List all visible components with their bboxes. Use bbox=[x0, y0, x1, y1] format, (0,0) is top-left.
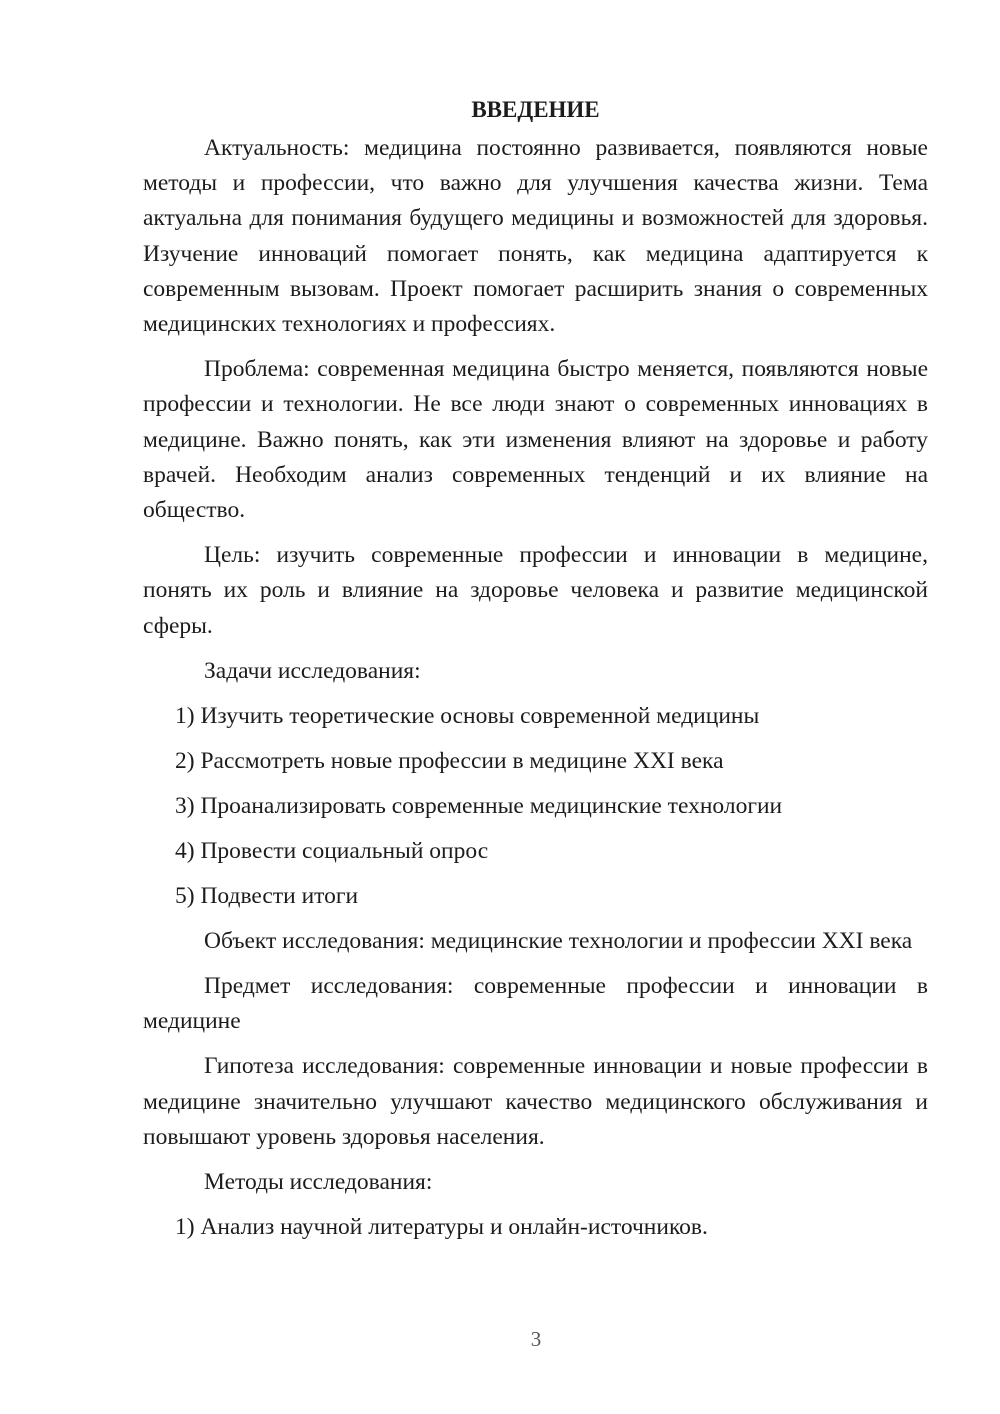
list-item-task-3: 3) Проанализировать современные медицинские технологии bbox=[175, 792, 783, 819]
object-paragraph: Объект исследования: медицинские технологии и профессии XXI века bbox=[204, 927, 913, 954]
list-item-task-4: 4) Провести социальный опрос bbox=[175, 837, 489, 864]
subject-paragraph: Предмет исследования: современные профессии и инновации в медицине bbox=[143, 973, 928, 1035]
relevance-paragraph: Актуальность: медицина постоянно развивается, появляются новые методы и профессии, что важно для улучшения качества жизни. Тема актуальна для понимания будущего медицины и возможностей для здоровья. Изучение инноваций помогает понять, как медицина адаптируется к современным вызовам. Проект помогает расширить знания о современных медицинских технологиях и профессиях. bbox=[143, 135, 928, 338]
tasks-heading: Задачи исследования: bbox=[204, 657, 421, 684]
methods-heading: Методы исследования: bbox=[204, 1169, 433, 1196]
list-item-task-1: 1) Изучить теоретические основы современной медицины bbox=[175, 702, 760, 729]
page-title: ВВЕДЕНИЕ bbox=[471, 97, 600, 122]
list-item-method-1: 1) Анализ научной литературы и онлайн-источников. bbox=[175, 1214, 708, 1241]
problem-paragraph: Проблема: современная медицина быстро меняется, появляются новые профессии и технологии. Не все люди знают о современных инновациях в медицине. Важно понять, как эти изменения влияют на здоровье и работу врачей. Необходим анализ современных тенденций и их влияние на общество. bbox=[143, 356, 928, 524]
list-item-task-5: 5) Подвести итоги bbox=[175, 882, 359, 909]
goal-paragraph: Цель: изучить современные профессии и инновации в медицине, понять их роль и влияние на здоровье человека и развитие медицинской сферы. bbox=[143, 542, 928, 639]
hypothesis-paragraph: Гипотеза исследования: современные инновации и новые профессии в медицине значительно улучшают качество медицинского обслуживания и повышают уровень здоровья населения. bbox=[143, 1053, 928, 1150]
document-page bbox=[143, 92, 928, 1255]
list-item-task-2: 2) Рассмотреть новые профессии в медицине XXI века bbox=[175, 747, 724, 774]
page-number: 3 bbox=[530, 1327, 542, 1351]
